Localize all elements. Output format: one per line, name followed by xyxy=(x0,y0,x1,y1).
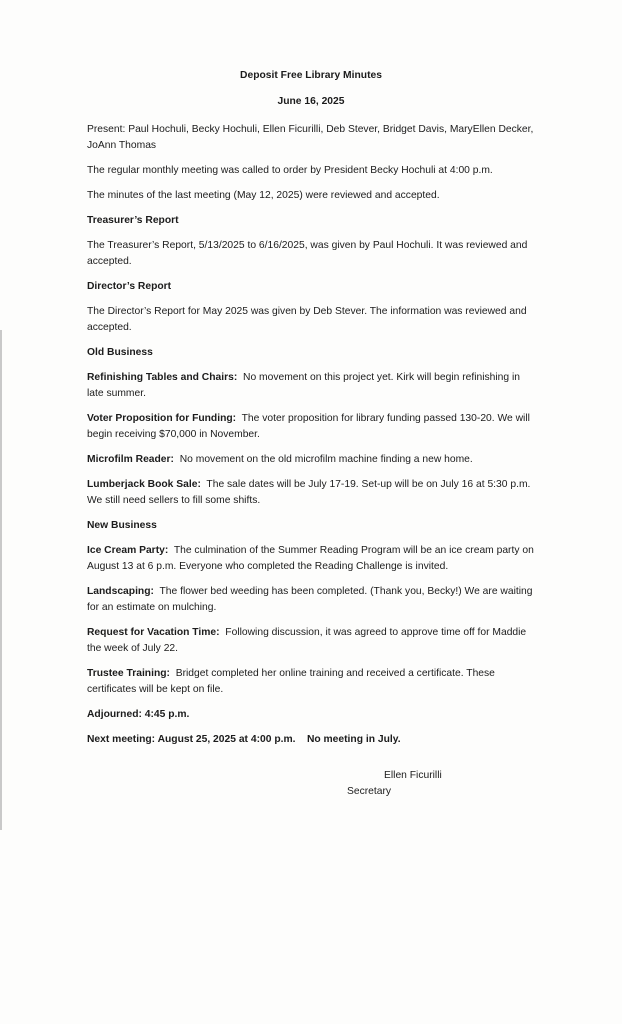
director-text: The Director’s Report for May 2025 was given by Deb Stever. The information was reviewed and accepted. xyxy=(87,306,527,333)
item-label: Microfilm Reader: xyxy=(87,454,174,465)
attendees-paragraph: Present: Paul Hochuli, Becky Hochuli, Ellen Ficurilli, Deb Stever, Bridget Davis, MaryEllen Decker, JoAnn Thomas xyxy=(87,124,534,151)
treasurer-heading: Treasurer’s Report xyxy=(87,215,179,226)
document-title: Deposit Free Library Minutes xyxy=(240,70,382,81)
item-label: Lumberjack Book Sale: xyxy=(87,479,201,490)
signature-role: Secretary xyxy=(347,786,392,797)
new-business-item xyxy=(87,625,535,657)
old-business-item xyxy=(87,370,535,402)
treasurer-text: The Treasurer’s Report, 5/13/2025 to 6/16/2025, was given by Paul Hochuli. It was reviewed and accepted. xyxy=(87,240,528,267)
minutes-review-paragraph: The minutes of the last meeting (May 12, 2025) were reviewed and accepted. xyxy=(87,190,440,201)
item-label: Refinishing Tables and Chairs: xyxy=(87,372,238,383)
new-business-item xyxy=(87,666,535,698)
meeting-date: June 16, 2025 xyxy=(277,96,345,107)
item-text: The sale dates will be July 17-19. Set-up will be on July 16 at 5:30 p.m. We still need sellers to fill some shifts. xyxy=(87,479,531,506)
item-text: Following discussion, it was agreed to approve time off for Maddie the week of July 22. xyxy=(87,627,527,654)
next-meeting-line xyxy=(87,732,535,748)
next-meeting-date: Next meeting: August 25, 2025 at 4:00 p.m. xyxy=(87,734,296,745)
item-label: Voter Proposition for Funding: xyxy=(87,413,237,424)
old-business-item xyxy=(87,477,535,509)
old-business-heading: Old Business xyxy=(87,347,153,358)
director-heading: Director’s Report xyxy=(87,281,172,292)
signature-name: Ellen Ficurilli xyxy=(384,770,442,781)
item-label: Request for Vacation Time: xyxy=(87,627,220,638)
item-label: Landscaping: xyxy=(87,586,154,597)
item-text: Bridget completed her online training and received a certificate. These certificates will be kept on file. xyxy=(87,668,495,695)
item-text: No movement on the old microfilm machine finding a new home. xyxy=(179,454,473,465)
old-business-item xyxy=(87,411,535,443)
item-label: Ice Cream Party: xyxy=(87,545,169,556)
scan-edge-line xyxy=(0,330,2,830)
new-business-heading: New Business xyxy=(87,520,157,531)
item-text: The voter proposition for library funding passed 130-20. We will begin receiving $70,000 in November. xyxy=(87,413,530,440)
item-text: The culmination of the Summer Reading Program will be an ice cream party on August 13 at 6 p.m. Everyone who completed the Reading Challenge is invited. xyxy=(87,545,534,572)
minutes-document xyxy=(87,68,535,748)
adjourned-line: Adjourned: 4:45 p.m. xyxy=(87,709,190,720)
old-business-item xyxy=(87,452,535,468)
item-label: Trustee Training: xyxy=(87,668,170,679)
item-text: The flower bed weeding has been completed. (Thank you, Becky!) We are waiting for an estimate on mulching. xyxy=(87,586,533,613)
call-to-order-paragraph: The regular monthly meeting was called to order by President Becky Hochuli at 4:00 p.m. xyxy=(87,165,493,176)
item-text: No movement on this project yet. Kirk will begin refinishing in late summer. xyxy=(87,372,521,399)
new-business-item xyxy=(87,584,535,616)
new-business-item xyxy=(87,543,535,575)
no-meeting-note: No meeting in July. xyxy=(306,734,401,745)
